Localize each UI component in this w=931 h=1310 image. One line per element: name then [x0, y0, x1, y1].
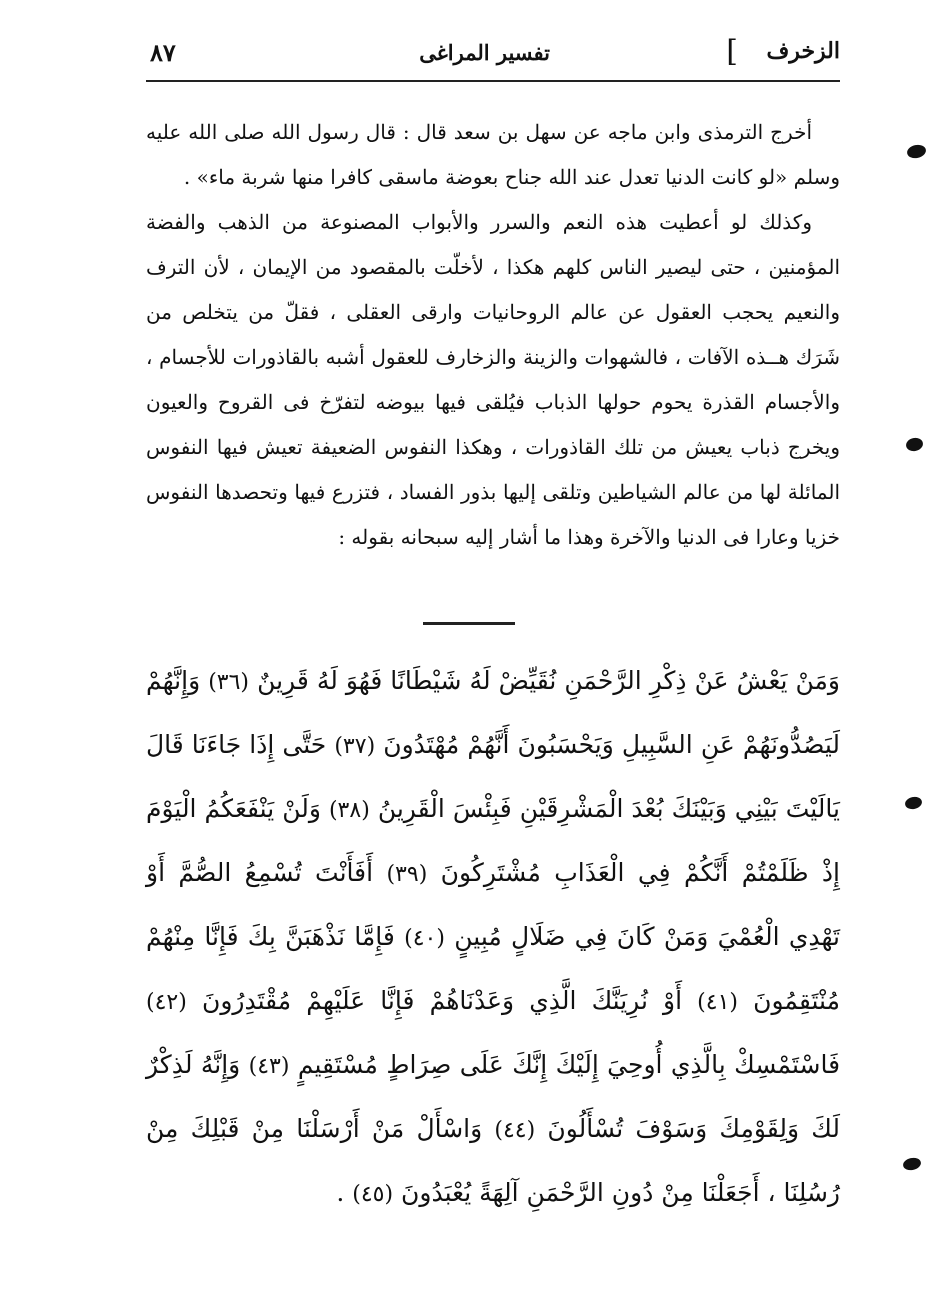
verse-text: وَإِنَّهُمْ لَيَصُدُّونَهُمْ عَنِ السَّبِيلِ وَيَحْسَبُونَ أَنَّهُمْ مُهْتَدُونَ: [146, 666, 841, 759]
verse-text: أَفَأَنْتَ تُسْمِعُ الصُّمَّ أَوْ تَهْدِي الْعُمْيَ وَمَنْ كَانَ فِي ضَلَالٍ مُبِينٍ: [146, 858, 841, 951]
book-title: تفسير المراغى: [419, 40, 550, 65]
verse-text: فَإِمَّا نَذْهَبَنَّ بِكَ فَإِنَّا مِنْهُمْ مُنْتَقِمُونَ: [146, 922, 840, 1015]
section-divider: [423, 622, 515, 625]
verse-number: (٣٩): [386, 862, 428, 887]
verses-end-mark: .: [336, 1178, 345, 1207]
quran-verses: [146, 650, 840, 1226]
verse-text: وَإِنَّهُ لَذِكْرٌ لَكَ وَلِقَوْمِكَ وَسَوْفَ تُسْأَلُونَ: [146, 1050, 840, 1143]
verse-number: (٣٨): [328, 798, 370, 823]
verse-number: (٤٢): [146, 990, 187, 1015]
verse-number: (٣٧): [334, 734, 376, 759]
verse-number: (٤١): [697, 990, 738, 1015]
ink-blot: [905, 436, 924, 452]
running-header: [150, 34, 840, 80]
header-bracket: ]: [726, 34, 738, 69]
header-rule: [146, 80, 840, 82]
commentary-paragraph: أخرج الترمذى وابن ماجه عن سهل بن سعد قال : قال رسول الله صلى الله عليه وسلم «لو كانت الدنيا تعدل عند الله جناح بعوضة ماسقى كافرا منها شربة ماء» .: [146, 120, 840, 189]
verse-text: وَمَنْ يَعْشُ عَنْ ذِكْرِ الرَّحْمَنِ نُقَيِّضْ لَهُ شَيْطَانًا فَهُوَ لَهُ قَرِينٌ: [257, 666, 841, 695]
verse-number: (٤٥): [352, 1182, 394, 1207]
verse-number: (٣٦): [208, 670, 250, 695]
verse-text: وَلَنْ يَنْفَعَكُمُ الْيَوْمَ إِذْ ظَلَمْتُمْ أَنَّكُمْ فِي الْعَذَابِ مُشْتَرِكُونَ: [146, 794, 840, 887]
verse-text: أَوْ نُرِيَنَّكَ الَّذِي وَعَدْنَاهُمْ فَإِنَّا عَلَيْهِمْ مُقْتَدِرُونَ: [201, 986, 683, 1015]
ink-blot: [904, 795, 923, 810]
verse-text: حَتَّى إِذَا جَاءَنَا قَالَ يَالَيْتَ بَيْنِي وَبَيْنَكَ بُعْدَ الْمَشْرِقَيْنِ فَبِئْسَ الْقَرِينُ: [146, 730, 840, 823]
commentary-text: [146, 110, 840, 560]
verse-text: وَاسْأَلْ مَنْ أَرْسَلْنَا مِنْ قَبْلِكَ مِنْ رُسُلِنَا ، أَجَعَلْنَا مِنْ دُونِ الرَّحْمَنِ آلِهَةً يُعْبَدُونَ: [146, 1114, 840, 1207]
verse-number: (٤٠): [404, 926, 445, 951]
surah-name: الزخرف: [766, 38, 840, 64]
page-number: ٨٧: [150, 38, 176, 67]
verse-number: (٤٤): [494, 1118, 536, 1143]
verse-text: فَاسْتَمْسِكْ بِالَّذِي أُوحِيَ إِلَيْكَ إِنَّكَ عَلَى صِرَاطٍ مُسْتَقِيمٍ: [297, 1050, 841, 1079]
verse-number: (٤٣): [248, 1054, 290, 1079]
ink-blot: [906, 143, 927, 160]
commentary-paragraph: وكذلك لو أعطيت هذه النعم والسرر والأبواب المصنوعة من الذهب والفضة المؤمنين ، حتى ليصير الناس كلهم هكذا ، لأخلّت بالمقصود من الإيمان ، لأن الترف والنعيم يحجب العقول عن عالم الروحانيات وارقى العقلى ، فقلّ من يتخلص من شَرَك هــذه الآفات ، فالشهوات والزينة والزخارف للعقول أشبه بالقاذورات للأجسام ، والأجسام القذرة يحوم حولها الذباب فيُلقى فيها بيوضه لتفرّخ فى القروح والعيون ويخرج ذباب يعيش من تلك القاذورات ، وهكذا النفوس الضعيفة تعيش فيها النفوس المائلة لها من عالم الشياطين وتلقى إليها بذور الفساد ، فتزرع فيها وتحصدها النفوس خزيا وعارا فى الدنيا والآخرة وهذا ما أشار إليه سبحانه بقوله :: [146, 210, 840, 549]
ink-blot: [902, 1156, 922, 1171]
